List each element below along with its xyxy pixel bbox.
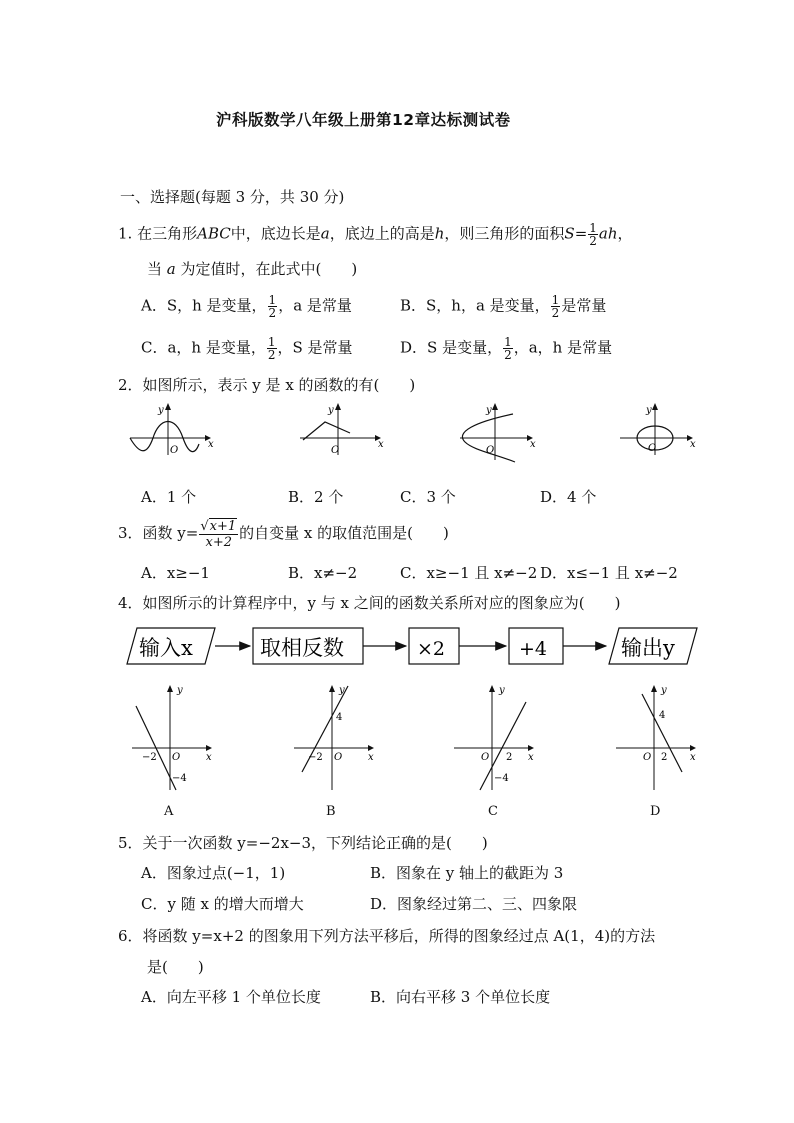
axis-origin-label: O bbox=[486, 445, 495, 456]
axis-y-label: y bbox=[328, 405, 334, 416]
svg-text:O: O bbox=[481, 752, 490, 763]
q4-graph-b bbox=[290, 680, 380, 795]
q5-option-c[interactable]: C．y 随 x 的增大而增大 bbox=[141, 895, 304, 913]
flow-input-label: 输入x bbox=[139, 636, 193, 660]
tick-label: 4 bbox=[659, 710, 666, 721]
q1-line2: 当 a 为定值时，在此式中( ) bbox=[147, 260, 358, 278]
axis-origin-label: O bbox=[170, 445, 179, 456]
svg-text:y: y bbox=[177, 685, 183, 696]
q3-option-b[interactable]: B．x≠−2 bbox=[288, 564, 358, 582]
q1-line1: 1. 在三角形ABC中，底边长是a，底边上的高是h，则三角形的面积S= $\frac{1}{2}$ ah， bbox=[118, 221, 633, 248]
svg-text:y: y bbox=[499, 685, 505, 696]
q4-flowchart bbox=[125, 624, 700, 670]
q3-option-a[interactable]: A．x≥−1 bbox=[141, 564, 210, 582]
axis-y-label: y bbox=[486, 405, 492, 416]
axis-origin-label: O bbox=[331, 445, 340, 456]
q2-option-d[interactable]: D．4 个 bbox=[540, 488, 597, 506]
tick-label: −2 bbox=[142, 752, 157, 763]
axis-y-label: y bbox=[158, 405, 164, 416]
q4-stem: 4．如图所示的计算程序中，y 与 x 之间的函数关系所对应的图象应为( ) bbox=[118, 594, 621, 612]
q2-graph-3 bbox=[455, 400, 545, 465]
svg-text:x: x bbox=[528, 752, 534, 763]
svg-text:O: O bbox=[334, 752, 343, 763]
q1-option-c[interactable]: C．a，h 是变量， $\frac{1}{2}$ ，S 是常量 bbox=[141, 335, 353, 362]
q5-stem: 5．关于一次函数 y=−2x−3，下列结论正确的是( ) bbox=[118, 834, 488, 852]
section-heading: 一、选择题(每题 3 分，共 30 分) bbox=[120, 188, 345, 206]
q4-graph-a bbox=[128, 680, 218, 795]
q6-option-b[interactable]: B．向右平移 3 个单位长度 bbox=[370, 988, 551, 1006]
q2-graph-2 bbox=[295, 400, 385, 460]
q2-option-b[interactable]: B．2 个 bbox=[288, 488, 344, 506]
tick-label: 4 bbox=[336, 712, 343, 723]
tick-label: 2 bbox=[661, 752, 668, 763]
svg-text:y: y bbox=[339, 685, 345, 696]
svg-text:O: O bbox=[643, 752, 652, 763]
q4-graph-d bbox=[612, 680, 702, 795]
q4-label-c[interactable]: C bbox=[488, 804, 498, 819]
q2-option-c[interactable]: C．3 个 bbox=[400, 488, 456, 506]
q3-option-c[interactable]: C．x≥−1 且 x≠−2 bbox=[400, 564, 538, 582]
q2-graph-4 bbox=[615, 400, 705, 460]
q1-option-b[interactable]: B．S，h，a 是变量， $\frac{1}{2}$ 是常量 bbox=[400, 293, 607, 320]
axis-origin-label: O bbox=[648, 443, 657, 454]
axis-x-label: x bbox=[378, 439, 384, 450]
svg-text:y: y bbox=[661, 685, 667, 696]
q5-option-a[interactable]: A．图象过点(−1，1) bbox=[141, 864, 286, 882]
q4-label-d[interactable]: D bbox=[650, 804, 661, 819]
flow-add-label: +4 bbox=[519, 638, 548, 660]
tick-label: −4 bbox=[172, 773, 187, 784]
svg-text:x: x bbox=[206, 752, 212, 763]
q2-option-a[interactable]: A．1 个 bbox=[141, 488, 197, 506]
tick-label: 2 bbox=[506, 752, 513, 763]
tick-label: −2 bbox=[308, 752, 323, 763]
page-title: 沪科版数学八年级上册第12章达标测试卷 bbox=[216, 111, 511, 129]
q3-option-d[interactable]: D．x≤−1 且 x≠−2 bbox=[540, 564, 678, 582]
axis-x-label: x bbox=[530, 439, 536, 450]
q6-stem-line2: 是( ) bbox=[147, 958, 204, 976]
q6-stem-line1: 6．将函数 y=x+2 的图象用下列方法平移后，所得的图象经过点 A(1，4)的方法 bbox=[118, 927, 656, 945]
q6-option-a[interactable]: A．向左平移 1 个单位长度 bbox=[141, 988, 321, 1006]
tick-label: −4 bbox=[494, 773, 509, 784]
q2-graph-1 bbox=[125, 400, 215, 460]
axis-x-label: x bbox=[690, 439, 696, 450]
q5-option-d[interactable]: D．图象经过第二、三、四象限 bbox=[370, 895, 578, 913]
q1-option-d[interactable]: D．S 是变量， $\frac{1}{2}$ ，a，h 是常量 bbox=[400, 335, 613, 362]
q4-graph-c bbox=[450, 680, 540, 795]
q5-option-b[interactable]: B．图象在 y 轴上的截距为 3 bbox=[370, 864, 564, 882]
flow-output-label: 输出y bbox=[621, 636, 675, 660]
svg-text:x: x bbox=[368, 752, 374, 763]
svg-text:O: O bbox=[172, 752, 181, 763]
axis-x-label: x bbox=[208, 439, 214, 450]
q2-stem: 2．如图所示，表示 y 是 x 的函数的有( ) bbox=[118, 376, 416, 394]
q1-option-a[interactable]: A．S，h 是变量， $\frac{1}{2}$ ，a 是常量 bbox=[141, 293, 352, 320]
q4-label-b[interactable]: B bbox=[326, 804, 336, 819]
q4-label-a[interactable]: A bbox=[164, 804, 174, 819]
flow-multiply-label: ×2 bbox=[417, 638, 446, 660]
q3-stem: 3．函数 y= $\frac{√x+1}{x+2}$ 的自变量 x 的取值范围是( ) bbox=[118, 519, 449, 550]
flow-negate-label: 取相反数 bbox=[260, 636, 344, 660]
svg-text:x: x bbox=[690, 752, 696, 763]
axis-y-label: y bbox=[646, 405, 652, 416]
